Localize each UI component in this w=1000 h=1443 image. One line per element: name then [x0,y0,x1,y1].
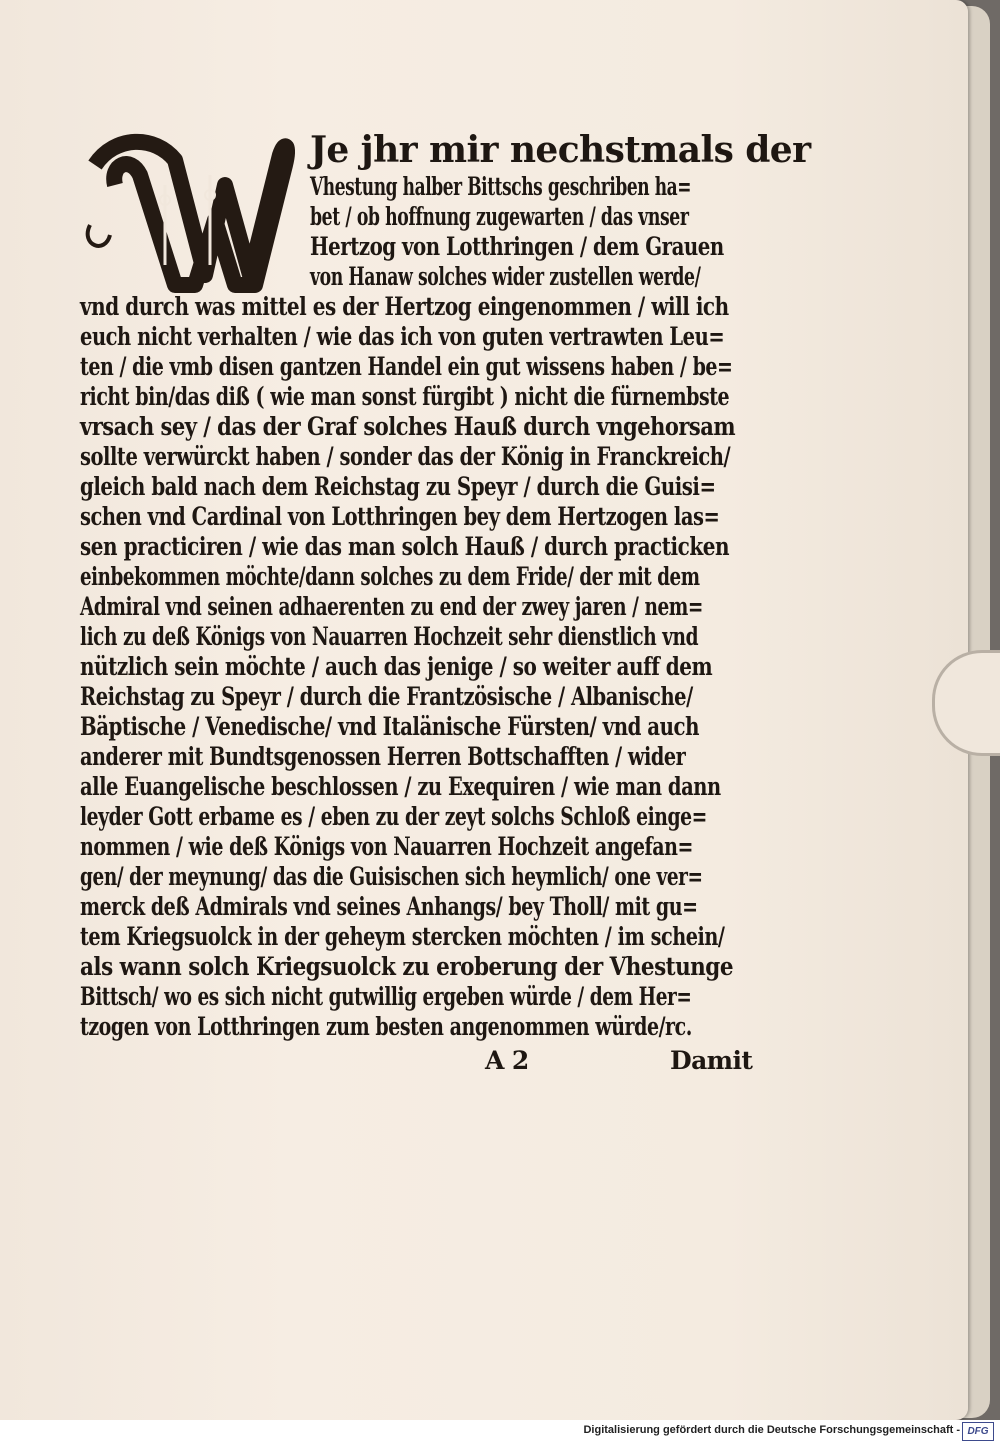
text-line: anderer mit Bundtsgenossen Herren Bottschafften / wider [80,742,686,771]
text-line: Reichstag zu Speyr / durch die Frantzösische / Albanische/ [80,682,693,711]
text-line: euch nicht verhalten / wie das ich von guten vertrawten Leu= [80,322,725,351]
text-line: Bäptische / Venedische/ vnd Italänische Fürsten/ vnd auch [80,712,699,741]
text-line: von Hanaw solches wider zustellen werde/ [310,262,701,291]
text-line: schen vnd Cardinal von Lotthringen bey dem Hertzogen las= [80,502,720,531]
catchword: Damit [670,1046,753,1075]
text-line: richt bin/das diß ( wie man sonst fürgibt ) nicht die fürnembste [80,382,730,411]
text-line: tzogen von Lotthringen zum besten angenommen würde/rc. [80,1012,692,1041]
text-line: nützlich sein möchte / auch das jenige / so weiter auff dem [80,652,713,681]
text-line: ten / die vmb disen gantzen Handel ein gut wissens haben / be= [80,352,733,381]
text-line: nommen / wie deß Königs von Nauarren Hochzeit angefan= [80,832,693,861]
dfg-logo: DFG [962,1422,994,1441]
signature-mark: A 2 [485,1046,529,1075]
text-line: sollte verwürckt haben / sonder das der König in Franckreich/ [80,442,731,471]
text-line: einbekommen möchte/dann solches zu dem Fride/ der mit dem [80,562,700,591]
text-line: vrsach sey / das der Graf solches Hauß durch vngehorsam [80,412,736,441]
text-line: bet / ob hoffnung zugewarten / das vnser [310,202,689,231]
text-line: Hertzog von Lotthringen / dem Grauen [310,232,724,261]
text-line: Admiral vnd seinen adhaerenten zu end der zwey jaren / nem= [80,592,703,621]
text-line: lich zu deß Königs von Nauarren Hochzeit sehr dienstlich vnd [80,622,699,651]
decorated-initial [85,125,295,295]
text-line: merck deß Admirals vnd seines Anhangs/ bey Tholl/ mit gu= [80,892,698,921]
footer-credit: Digitalisierung gefördert durch die Deutsche Forschungsgemeinschaft - [583,1424,960,1436]
text-line: gen/ der meynung/ das die Guisischen sich heymlich/ one ver= [80,862,703,891]
text-line: leyder Gott erbame es / eben zu der zeyt solchs Schloß einge= [80,802,707,831]
text-line: Vhestung halber Bittschs geschriben ha= [310,172,692,201]
text-line: gleich bald nach dem Reichstag zu Speyr / durch die Guisi= [80,472,716,501]
text-line: Bittsch/ wo es sich nicht gutwillig ergeben würde / dem Her= [80,982,692,1011]
text-line: Je jhr mir nechstmals der [310,129,811,171]
text-line: als wann solch Kriegsuolck zu eroberung der Vhestunge [80,952,733,981]
text-line: alle Euangelische beschlossen / zu Exequiren / wie man dann [80,772,721,801]
text-line: sen practiciren / wie das man solch Hauß / durch practicken [80,532,730,561]
text-line: tem Kriegsuolck in der geheym stercken möchten / im schein/ [80,922,725,951]
text-line: vnd durch was mittel es der Hertzog eingenommen / will ich [80,292,729,321]
decorated-initial-w-icon [85,125,295,295]
